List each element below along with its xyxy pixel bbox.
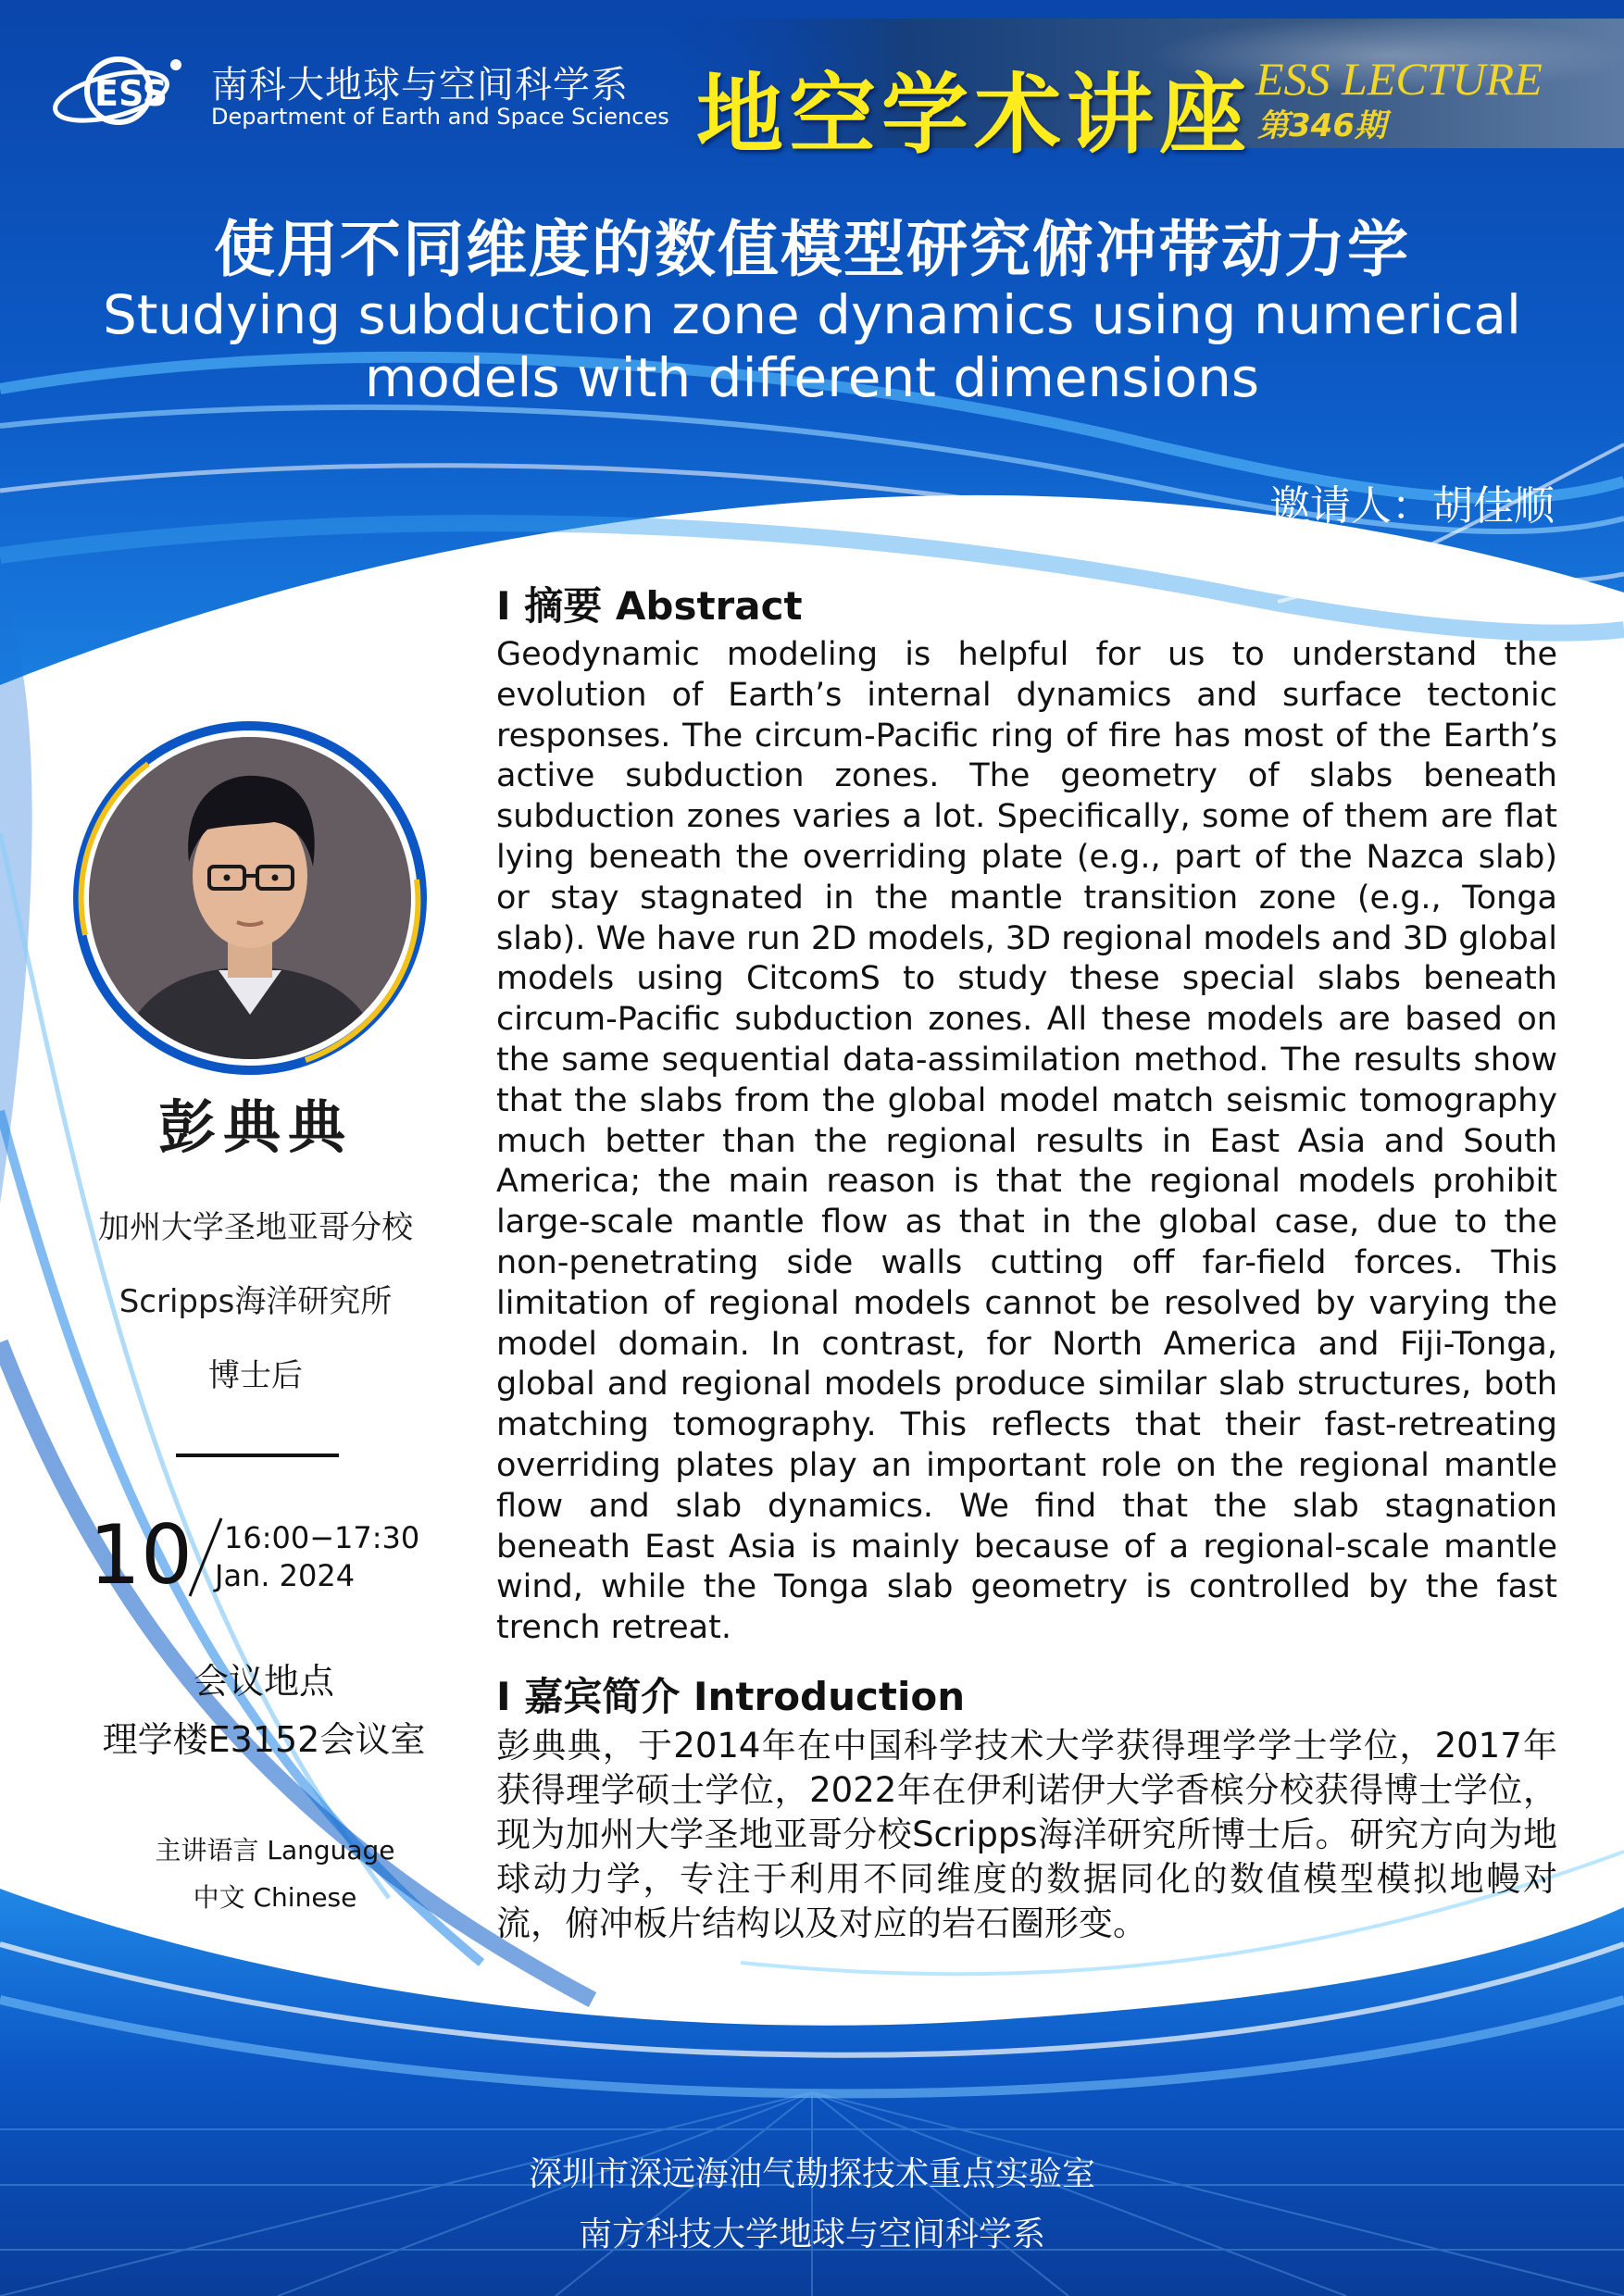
- language-value: 中文 Chinese: [193, 1882, 357, 1913]
- lecture-series-title: 地空学术讲座: [696, 64, 1253, 166]
- introduction-heading: I 嘉宾简介 Introduction: [496, 1674, 966, 1719]
- org-name-cn: 南科大地球与空间科学系: [211, 64, 629, 106]
- divider: [176, 1454, 339, 1457]
- lecture-series-en: ESS LECTURE: [1255, 53, 1543, 105]
- speaker-affiliation-university: 加州大学圣地亚哥分校: [98, 1209, 413, 1246]
- language-label: 主讲语言 Language: [155, 1835, 395, 1866]
- speaker-position: 博士后: [208, 1357, 303, 1394]
- inviter: 邀请人：胡佳顺: [1269, 482, 1555, 530]
- speaker-name: 彭典典: [157, 1093, 353, 1161]
- venue-label: 会议地点: [193, 1661, 334, 1702]
- abstract-text: Geodynamic modeling is helpful for us to understand the evolution of Earth’s internal dynamics and surface tectonic responses. The circum-Pacific ring of fire has most of the Earth’s active subduction zones. The geometry of slabs beneath subduction zones varies a lot. Specifically, some of them are flat lying beneath the overriding plate (e.g., part of the Nazca slab) or stay stagnated in the mantle transition zone (e.g., Tonga slab). We have run 2D models, 3D regional models and 3D global models using CitcomS to study these special slabs beneath circum-Pacific subduction zones. All these models are based on the same sequential data-assimilation method. The results show that the slabs from the global model match seismic tomography much better than the regional results in East Asia and South America; the main reason is that the regional models prohibit large-scale mantle flow as that in the global case, due to the non-penetrating side walls cutting off far-field forces. This limitation of regional models cannot be resolved by varying the model domain. In contrast, for North America and Fiji-Tonga, global and regional models produce similar slab structures, both matching tomography. This reflects that their fast-retreating overriding plates play an important role on the regional mantle flow and slab dynamics. We find that the slab stagnation beneath East Asia is mainly because of a regional-scale mantle wind, while the Tonga slab geometry is controlled by the fast trench retreat.: [496, 636, 1557, 1647]
- venue: 理学楼E3152会议室: [102, 1719, 426, 1760]
- speaker-affiliation-institute: Scripps海洋研究所: [119, 1283, 393, 1320]
- speaker-portrait-icon: [89, 737, 411, 1059]
- footer-lab-name: 深圳市深远海油气勘探技术重点实验室: [528, 2155, 1095, 2193]
- talk-time: 16:00−17:30: [224, 1520, 420, 1555]
- talk-month-year: Jan. 2024: [215, 1558, 356, 1593]
- talk-title-en: Studying subduction zone dynamics using numerical models with different dimensions: [102, 283, 1522, 409]
- lecture-issue-number: 第346期: [1257, 107, 1386, 144]
- abstract-heading: I 摘要 Abstract: [496, 583, 803, 629]
- date-day: 10: [89, 1507, 193, 1603]
- ess-globe-logo-icon: [46, 48, 194, 141]
- footer-department-name: 南方科技大学地球与空间科学系: [578, 2215, 1045, 2253]
- org-name-en: Department of Earth and Space Sciences: [211, 104, 669, 130]
- talk-title-cn: 使用不同维度的数值模型研究俯冲带动力学: [214, 214, 1410, 285]
- svg-text:ESS: ESS: [94, 73, 168, 114]
- introduction-text: 彭典典，于2014年在中国科学技术大学获得理学学士学位，2017年获得理学硕士学位，2022年在伊利诺伊大学香槟分校获得博士学位，现为加州大学圣地亚哥分校Scripps海洋研究所博士后。研究方向为地球动力学，专注于利用不同维度的数据同化的数值模型模拟地幔对流，俯冲板片结构以及对应的岩石圈形变。: [496, 1726, 1557, 1943]
